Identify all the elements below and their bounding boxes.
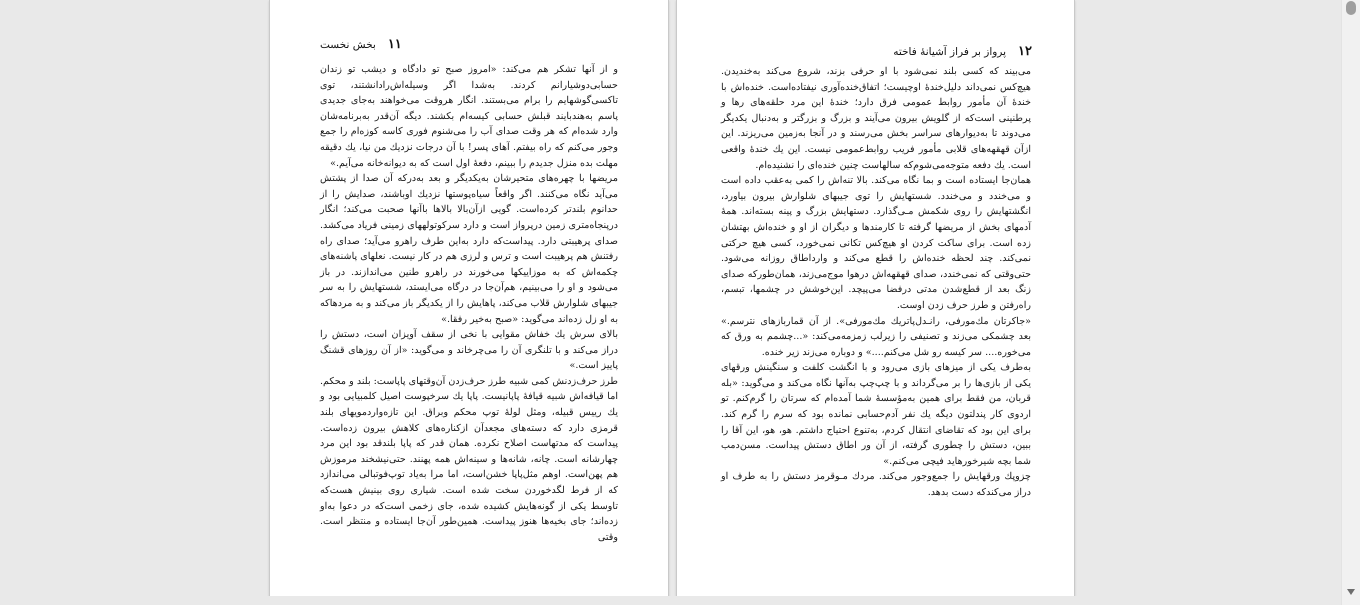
- book-page-right: [676, 0, 1075, 597]
- paragraph: «جاکرتان مك‌مورفی، رانـدل‌پاتریك مك‌مورفی». از آن قماربازهای نترسم.» بعد چشمکی می‌زند و تصنیفی را زیرلب زمزمه‌می‌کند: «...چشمم به ورق که می‌خوره.... سر کیسه رو شل می‌کنم....» و دوباره می‌زند زیر خنده.: [721, 315, 1031, 358]
- page-number: ۱۱: [387, 37, 402, 52]
- page-body: [320, 62, 618, 545]
- scrollbar-thumb[interactable]: [1346, 1, 1356, 15]
- paragraph: مریضها با چهره‌های متحیرشان به‌یکدیگر و بعد به‌درکه آن صدا از پشتش می‌آید نگاه می‌کنند. اگر واقعاً سیاه‌پوستها نزدیك اوباشند، صدایش را از حدانوم بلندتر کرده‌است. گویی ازآن‌بالا بالاها باآنها صحبت می‌کند؛ انگار درپنجاه‌متری زمین درپرواز است و دارد سرکوتولههای زمینی فریاد می‌کشد. صدای پرهیبتی دارد. پیداست‌که دارد به‌این طرف راهرو می‌آید؛ صدای راه رفتنش هم پرهیبت است و ترس و لرزی هم در کار نیست. نعلهای پاشنه‌های چکمه‌اش که به موزاییکها می‌خورند در راهرو طنین می‌اندازند. در باز می‌شود و او را می‌بینیم، هم‌آن‌جا در درگاه می‌ایستد، شستهایش را به سر جیبهای شلوارش قلاب می‌کند، پاهایش را از یکدیگر باز می‌کند و به مردهاکه به او زل زده‌اند می‌گوید: «صبح به‌خیر رفقا.»: [320, 173, 618, 325]
- paragraph: به‌طرف یکی از میزهای بازی می‌رود و با انگشت کلفت و سنگینش ورقهای یکی از بازی‌ها را بر می‌گرداند و با چپ‌چپ به‌آنها نگاه می‌کند و می‌گوید: «بله قربان، من فقط برای همین به‌مؤسسهٔ شما آمده‌ام که سرتان را گرم‌کنم. تو اردوی کار پندلتون دیگه یك نفر آدم‌حسابی نمانده بود که سرم را گرم کند. برای این بود که تقاضای انتقال کردم، به‌تنوع احتیاج داشتم. هو، هو، این آقا را ببین، دستش را چطوری گرفته، از آن ور اطاق دستش پیداست. مسن‌دمب شما بچه شیرخورهاید فیچی می‌کنم.»: [721, 362, 1031, 467]
- paragraph: و از آنها تشکر هم می‌کند: «امروز صبح تو دادگاه و دیشب تو زندان حسابی‌دوشیارانم کردند. به‌شدا اگر وسیله‌اش‌رادانشتند، توی تاکسی‌گوشهایم را برام می‌بستند. انگار هر‌وقت می‌خواهند به‌جای جدیدی پاسم به‌هندبایند قبلش حسابی کیسه‌ام بکشند. دیگه آن‌قدر به‌برنامه‌شان وارد شده‌ام که هر وقت صدای آب را می‌شنوم فوری کاسه کوزه‌ام را جمع وجور می‌کنم که راه بیفتم. آهای پسر! با آن درجات نزدیك من نیا، یك دقیقه مهلت بده منزل جدیدم را ببینم، دفعهٔ اول است که به دیوانه‌خانه می‌آیم.»: [320, 64, 618, 169]
- page-header: [893, 44, 1032, 59]
- paragraph: چزوپك ورقهایش را جمع‌وجور می‌کند. مردك مـوقرمز دستش را به طرف او دراز می‌کندکه دست بدهد.: [721, 471, 1031, 499]
- paragraph: همان‌جا ایستاده است و بما نگاه می‌کند. بالا تنه‌اش را کمی به‌عقب داده است و می‌خندد و می‌خندد. شستهایش را توی جیبهای شلوارش بیرون بیاورد، انگشتهایش را روی شکمش مـی‌گذارد. دستهایش بزرگ و پینه بسته‌اند. همهٔ آدمهای بخش از مریضها گرفته تا کارمندها و دیگران از او و خنده‌اش بهتشان زده است. برای ساکت کردن او هیچ‌کس تکانی نمی‌خورد، کسی هیچ حرکتی نمی‌کند. چند لحظه خنده‌اش را قطع می‌کند و وارداطاق روزانه می‌شود. حتی‌وقتی که نمی‌خندد، صدای قهقهه‌اش درهوا موج‌می‌زند، همان‌طورکه صدای زنگ بعد از قطع‌شدن مدتی درفضا می‌پیچد. این‌خوشش در چشمها، تبسم، راه‌رفتن و طرز حرف زدن اوست.: [721, 175, 1031, 311]
- paragraph: می‌بیند که کسی بلند نمی‌شود با او حرفی بزند، شروع می‌کند به‌خندیدن. هیچ‌کس نمی‌داند دلیل‌خندهٔ اوچیست؛ اتفاق‌خنده‌آوری نیفتاده‌است. خنده‌اش با خندهٔ آن مأمور روابط عمومی فرق دارد؛ خندهٔ این مرد حلقه‌های رها و پرطنینی است‌که از گلویش بیرون می‌آیند و بزرگ و بزرگتر و به‌دنبال یکدیگر می‌دوند تا به‌دیوارهای سراسر بخش می‌رسند و در آنجا به‌زمین می‌ریزند. این ازآن قهقهه‌های قلابی مأمور فریب روابط‌عمومی نیست. این یك خندهٔ واقعی است. یك دفعه متوجه‌می‌شوم‌که سالهاست چنین خنده‌ای را نشنیده‌ام.: [721, 66, 1031, 171]
- scroll-down-arrow-icon[interactable]: [1347, 589, 1355, 595]
- page-header: [320, 37, 402, 52]
- page-body: [721, 64, 1031, 501]
- paragraph: طرز حرف‌زدنش کمی شبیه طرز حرف‌زدن آن‌وقتهای پاپاست: بلند و محکم. اما قیافه‌اش شبیه قیافهٔ پاپانیست. پاپا یك سرخپوست اصیل کلمبیایی بود و یك رییس قبیله، ومثل لولهٔ توپ محکم وبراق. این تازه‌واردمویهای بلند قرمزی دارد که دسته‌های مجعدآن ازکناره‌های کلاهش بیرون زده‌است. پیداست که مدتهاست اصلاح نکرده. همان قدر که پاپا بلندقد بود این مرد چهارشانه است. چانه، شانه‌ها و سینه‌اش همه پهنند. حتی‌نیشخند مرموزش هم پهن‌است. اوهم مثل‌پاپا خشن‌است، اما مرا به‌یاد توپ‌فوتبالی می‌اندازد که از فرط لگدخوردن سخت شده است. شیاری روی بینیش هست‌که تاوسط یکی از گونه‌هایش کشیده شده، جای زخمی است‌که در دعوا به‌او زده‌اند؛ جای بخیه‌ها هنوز پیداست. همین‌طور آن‌جا ایستاده و منتظر است. وقتی: [320, 375, 618, 543]
- viewer-bottom-margin: [0, 596, 1342, 605]
- running-head: بخش نخست: [320, 39, 376, 51]
- paragraph: بالای سرش یك خفاش مقوایی با نخی از سقف آویزان است، دستش را دراز می‌کند و با تلنگری آن را می‌چرخاند و می‌گوید: «از آن روزهای قشنگ پاییز است.»: [320, 329, 618, 372]
- page-number: ۱۲: [1018, 44, 1032, 59]
- vertical-scrollbar[interactable]: [1341, 0, 1360, 605]
- running-head: پرواز بر فراز آشیانهٔ فاخته: [893, 46, 1007, 58]
- book-page-left: [269, 0, 669, 597]
